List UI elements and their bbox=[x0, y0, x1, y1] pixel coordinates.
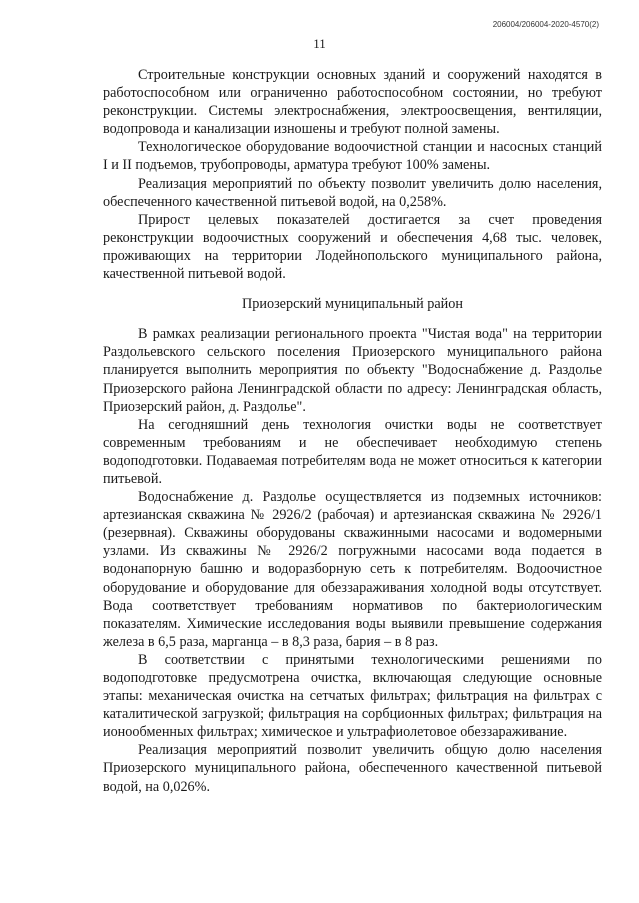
paragraph-treatment-stages: В соответствии с принятыми технологическими решениями по водоподготовке предусмотрена очистка, включающая следующие основные этапы: механическая очистка на сетчатых фильтрах; фильтрация на фильтрах с каталитической загрузкой; фильтрация на сорбционных фильтрах; фильтрация на ионообменных фильтрах; химическое и ультрафиолетовое обеззараживание. bbox=[103, 651, 602, 741]
document-id: 206004/206004-2020-4570(2) bbox=[492, 20, 599, 29]
paragraph-regional-project: В рамках реализации регионального проекта "Чистая вода" на территории Раздольевского сельского поселения Приозерского муниципального района планируется выполнить мероприятия по объекту "Водоснабжение д. Раздолье Приозерского района Ленинградской области по адресу: Ленинградская область, Приозерский район, д. Раздолье". bbox=[103, 326, 602, 415]
paragraph-building-condition: Строительные конструкции основных зданий и сооружений находятся в работоспособном или ограниченно работоспособном состоянии, но требуют реконструкции. Системы электроснабжения, электроосвещения, вентиляции, водопровода и канализации изношены и требуют полной замены. bbox=[103, 67, 602, 138]
page-number: 11 bbox=[313, 36, 326, 51]
document-body bbox=[103, 66, 602, 796]
paragraph-water-sources: Водоснабжение д. Раздолье осуществляется из подземных источников: артезианская скважина № 2926/2 (рабочая) и артезианская скважина № 2926/1 (резервная). Скважины оборудованы скважинными насосами и водомерными узлами. Из скважины № 2926/2 погружными насосами вода подается в водонапорную башню и водоразборную сеть к потребителям. Водоочистное оборудование и оборудование для обеззараживания холодной воды отсутствует. Вода соответствует требованиям нормативов по бактериологическим показателям. Химические исследования воды выявили превышение содержания железа в 6,5 раза, марганца – в 8,3 раза, бария – в 8 раз. bbox=[103, 489, 602, 650]
paragraph-target-indicators: Прирост целевых показателей достигается за счет проведения реконструкции водоочистных сооружений и обеспечения 4,68 тыс. человек, проживающих на территории Лодейнопольского муниципального района, качественной питьевой водой. bbox=[103, 211, 602, 283]
paragraph-result: Реализация мероприятий позволит увеличить общую долю населения Приозерского муниципального района, обеспеченного качественной питьевой водой, на 0,026%. bbox=[103, 742, 602, 795]
paragraph-population-share: Реализация мероприятий по объекту позволит увеличить долю населения, обеспеченного качественной питьевой водой, на 0,258%. bbox=[103, 175, 602, 210]
section-heading: Приозерский муниципальный район bbox=[242, 296, 463, 313]
paragraph-current-technology: На сегодняшний день технология очистки воды не соответствует современным требованиям и не обеспечивает необходимую степень водоподготовки. Подаваемая потребителям вода не может относиться к категории питьевой. bbox=[103, 416, 602, 487]
paragraph-equipment-replacement: Технологическое оборудование водоочистной станции и насосных станций I и II подъемов, трубопроводы, арматура требуют 100% замены. bbox=[103, 139, 602, 174]
